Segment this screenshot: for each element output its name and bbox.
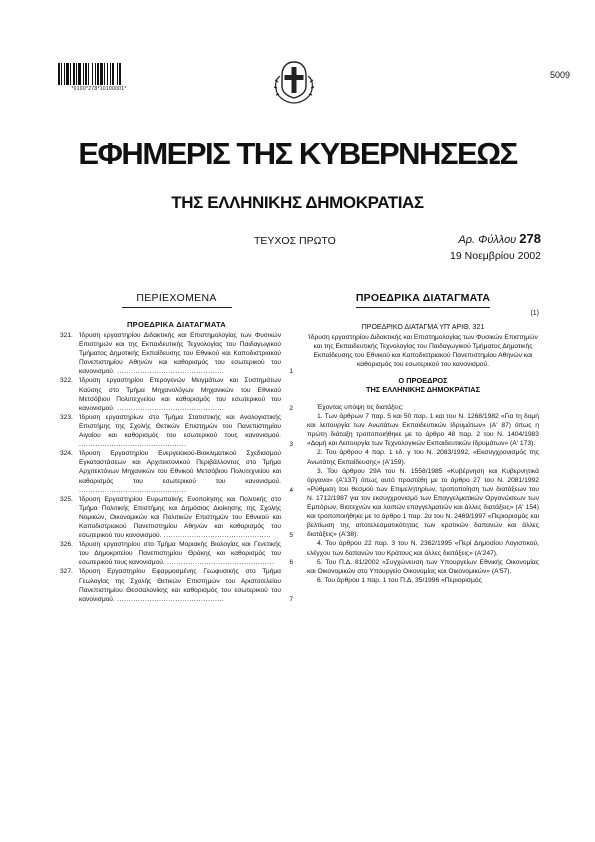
contents-item-number: 325. [60, 495, 73, 503]
barcode-bar [76, 63, 77, 85]
contents-item [60, 495, 293, 540]
contents-item [60, 449, 293, 494]
barcode-bar [100, 63, 103, 85]
contents-item-text: Ίδρυση Εργαστηρίου Εφαρμοσμένης Γεωφυσικής στο Τμήμα Γεωλογίας της Σχολής Θετικών Επιστημών του Αριστοτελείου Πανεπιστημίου Θεσσαλονίκης και καθορισμός του εσωτερικού του κανονισμού. ..... [79, 567, 281, 603]
contents-item-page: 1 [289, 368, 293, 376]
greek-coat-of-arms-icon [269, 58, 319, 106]
contents-item [60, 540, 293, 567]
issue-date: 19 Νοεμβρίου 2002 [450, 250, 541, 262]
contents-item [60, 331, 293, 376]
republic-line: ΤΗΣ ΕΛΛΗΝΙΚΗΣ ΔΗΜΟΚΡΑΤΙΑΣ [365, 385, 481, 394]
contents-item-page: 7 [289, 595, 293, 603]
barcode-bar [85, 63, 87, 85]
contents-item [60, 413, 293, 449]
decree-paragraph: 3. Του άρθρου 29Α του Ν. 1558/1985 «Κυβέρνηση και Κυβερνητικά όργανα» (Α'137) όπως αυτό προστέθη με το άρθρο 27 του Ν. 2081/1992 «Ρύθμιση του θεσμού των Επιμελητηρίων, τροποποίηση των διατάξεων του Ν. 1712/1987 για τον εκσυγχρονισμό των Επαγγελματικών Οργανώσεων των Εμπόρων, Βιοτεχνών και λοιπών επαγγελματιών και άλλες διατάξεις» (Α' 154) και τροποποιήθηκε με το άρθρο 1 παρ. 2α του Ν. 2469/1997 «Περιορισμός και βελτίωση της αποτελεσματικότητας των κρατικών δαπανών και άλλες διατάξεις» (Α'38). [307, 467, 539, 539]
contents-subheading: ΠΡΟΕΔΡΙΚΑ ΔΙΑΤΑΓΜΑΤΑ [126, 320, 227, 329]
barcode-bar [107, 63, 108, 85]
contents-item-page: 5 [289, 532, 293, 540]
barcode [58, 63, 140, 85]
decree-mark: (1) [530, 310, 539, 317]
decree-paragraph: 4. Του άρθρου 22 παρ. 3 του Ν. 2362/1995 «Περί Δημοσίου Λογιστικού, ελέγχου των δαπανών του Κράτους και άλλες διατάξεις» (Α'247). [307, 540, 539, 557]
contents-item-page: 2 [289, 404, 293, 412]
contents-item-page: 6 [289, 559, 293, 567]
decree-paragraph: 2. Του άρθρου 4 παρ. 1 εδ. γ του Ν. 2083/1992, «Εκσυγχρονισμός της Ανωτάτης Εκπαίδευσης» (Α'159). [307, 449, 539, 466]
barcode-bar [73, 63, 75, 85]
barcode-bar [61, 63, 62, 85]
barcode-bar [112, 63, 114, 85]
barcode-bar [119, 63, 121, 85]
sheet-number [458, 231, 541, 246]
barcode-bar [104, 63, 105, 85]
barcode-bar [92, 63, 93, 85]
sheet-number-value: 278 [519, 231, 541, 246]
president-heading [307, 376, 539, 394]
contents-item-number: 327. [60, 568, 73, 576]
barcode-bar [66, 63, 69, 85]
contents-item-text: Ίδρυση εργαστηρίου Διδακτικής και Επιστημολογίας των Φυσικών Επιστημών και της Εκπαιδευτικής Τεχνολογίας του Παιδαγωγικού Τμήματος Δημοτικής Εκπαίδευσης του Εθνικού και Καποδιστριακού Πανεπιστημίου Αθηνών και καθορισμός του εσωτερικού του κανονισμού. ..... [79, 331, 281, 376]
barcode-bar [117, 63, 118, 85]
contents-item-page: 3 [289, 441, 293, 449]
contents-item-number: 323. [60, 413, 73, 421]
gazette-subtitle: ΤΗΣ ΕΛΛΗΝΙΚΗΣ ΔΗΜΟΚΡΑΤΙΑΣ [171, 193, 424, 212]
contents-item-text: Ίδρυση Εργαστηρίου Ευρωπαϊκής Ενοποίησης και Πολιτικής στο Τμήμα Πολιτικής Επιστήμης και Δημόσιας Διοίκησης της Σχολής Νομικών, Οικονομικών και Πολιτικών Επιστημών του Εθνικού και Καποδιστριακού Πανεπιστημίου Αθηνών και καθορισμός του εσωτερικού του κανονισμού. ..... [79, 495, 281, 540]
contents-item-number: 322. [60, 377, 73, 385]
decree-paragraph: 5. Του Π.Δ. 81/2002 «Συγχώνευση των Υπουργείων Εθνικής Οικονομίας και Οικονομικών στο Υπουργείο Οικονομίας και Οικονομικών» (Α'57). [307, 558, 539, 575]
contents-item [60, 376, 293, 412]
contents-item [60, 567, 293, 603]
page-number: 5009 [549, 70, 570, 80]
barcode-bar [97, 63, 99, 85]
barcode-bar [70, 63, 71, 85]
issue-type: ΤΕΥΧΟΣ ΠΡΩΤΟ [254, 235, 336, 247]
barcode-bar [78, 63, 81, 85]
barcode-bar [88, 63, 89, 85]
decree-title: Ίδρυση εργαστηρίου Διδακτικής και Επιστημολογίας των Φυσικών Επιστημών και της Εκπαιδευτικής Τεχνολογίας του Παιδαγωγικού Τμήματος Δημοτικής Εκπαίδευσης του Εθνικού και Καποδιστριακού Πανεπιστημίου Αθηνών και καθορισμός του εσωτερικού του κανονισμού. [308, 334, 538, 369]
contents-item-number: 321. [60, 332, 73, 339]
decree-paragraph: 6. Του άρθρου 1 παρ. 1 του Π.Δ. 35/1996 «Περιορισμός [317, 576, 482, 584]
contents-item-number: 326. [60, 541, 73, 549]
contents-list [60, 331, 293, 604]
barcode-bar [110, 63, 111, 85]
contents-item-text: Ίδρυση εργαστηρίων στο Τμήμα Στατιστικής και Αναλογιστικής Επιστήμης της Σχολής Θετικών Επιστημών του Πανεπιστημίου Αιγαίου και καθορισμός του εσωτερικού τους κανονισμού. ..... [79, 413, 281, 449]
contents-item-text: Ίδρυση εργαστηρίου Ετερογενών Μειγμάτων και Συστημάτων Καύσης στο Τμήμα Μηχανολόγων Μηχανικών του Εθνικού Μετσόβιου Πολυτεχνείου και καθορισμός του εσωτερικού του κανονισμού. ..... [79, 376, 281, 412]
barcode-bar [83, 63, 84, 85]
decree-body [307, 403, 539, 585]
barcode-bar [95, 63, 96, 85]
decree-number: ΠΡΟΕΔΡΙΚΟ ΔΙΑΤΑΓΜΑ ΥΠ' ΑΡΙΘ. 321 [361, 324, 485, 331]
gazette-title: ΕΦΗΜΕΡΙΣ ΤΗΣ ΚΥΒΕΡΝΗΣΕΩΣ [78, 136, 517, 171]
president-line: Ο ΠΡΟΕΔΡΟΣ [398, 376, 448, 385]
barcode-number: *0100*278*10100001* [71, 86, 127, 92]
decree-preamble: Έχοντας υπόψη τις διατάξεις: [317, 404, 404, 411]
contents-heading: ΠΕΡΙΕΧΟΜΕΝΑ [60, 292, 293, 308]
contents-item-page: 4 [289, 486, 293, 494]
contents-item-text: Ίδρυση εργαστηρίου στο Τμήμα Μοριακής Βιολογίας και Γενετικής του Δημοκριτείου Πανεπιστημίου Θράκης και καθορισμός του εσωτερικού τους κανονισμού. ..... [79, 540, 281, 567]
barcode-bar [64, 63, 65, 85]
contents-item-number: 324. [60, 450, 73, 458]
decrees-heading: ΠΡΟΕΔΡΙΚΑ ΔΙΑΤΑΓΜΑΤΑ [307, 292, 539, 308]
contents-item-text: Ίδρυση Εργαστηρίου Ενεργειακού-Βιοκλιματικού Σχεδιασμού Εγκαταστάσεων και Αρχιτεκτονικού Περιβάλλοντος στο Τμήμα Αρχιτεκτόνων Μηχανικών του Εθνικού Μετσόβιου Πολυτεχνείου και καθορισμός του εσωτερικού του κανονισμού. ..... [79, 449, 281, 494]
barcode-bar [58, 63, 60, 85]
sheet-label: Αρ. Φύλλου [458, 234, 517, 246]
decree-paragraph: 1. Των άρθρων 7 παρ. 5 και 50 παρ. 1 και του Ν. 1268/1982 «Για τη δομή και λειτουργία των Ανωτάτων Εκπαιδευτικών Ιδρυμάτων» (Α' 87) όπως η πρώτη διάταξη τροποποιήθηκε με το άρθρο 48 παρ. 2 του Ν. 1404/1983 «Δομή και Λειτουργία των Τεχνολογικών Εκπαιδευτικών Ιδρυμάτων» (Α' 173). [307, 413, 539, 448]
